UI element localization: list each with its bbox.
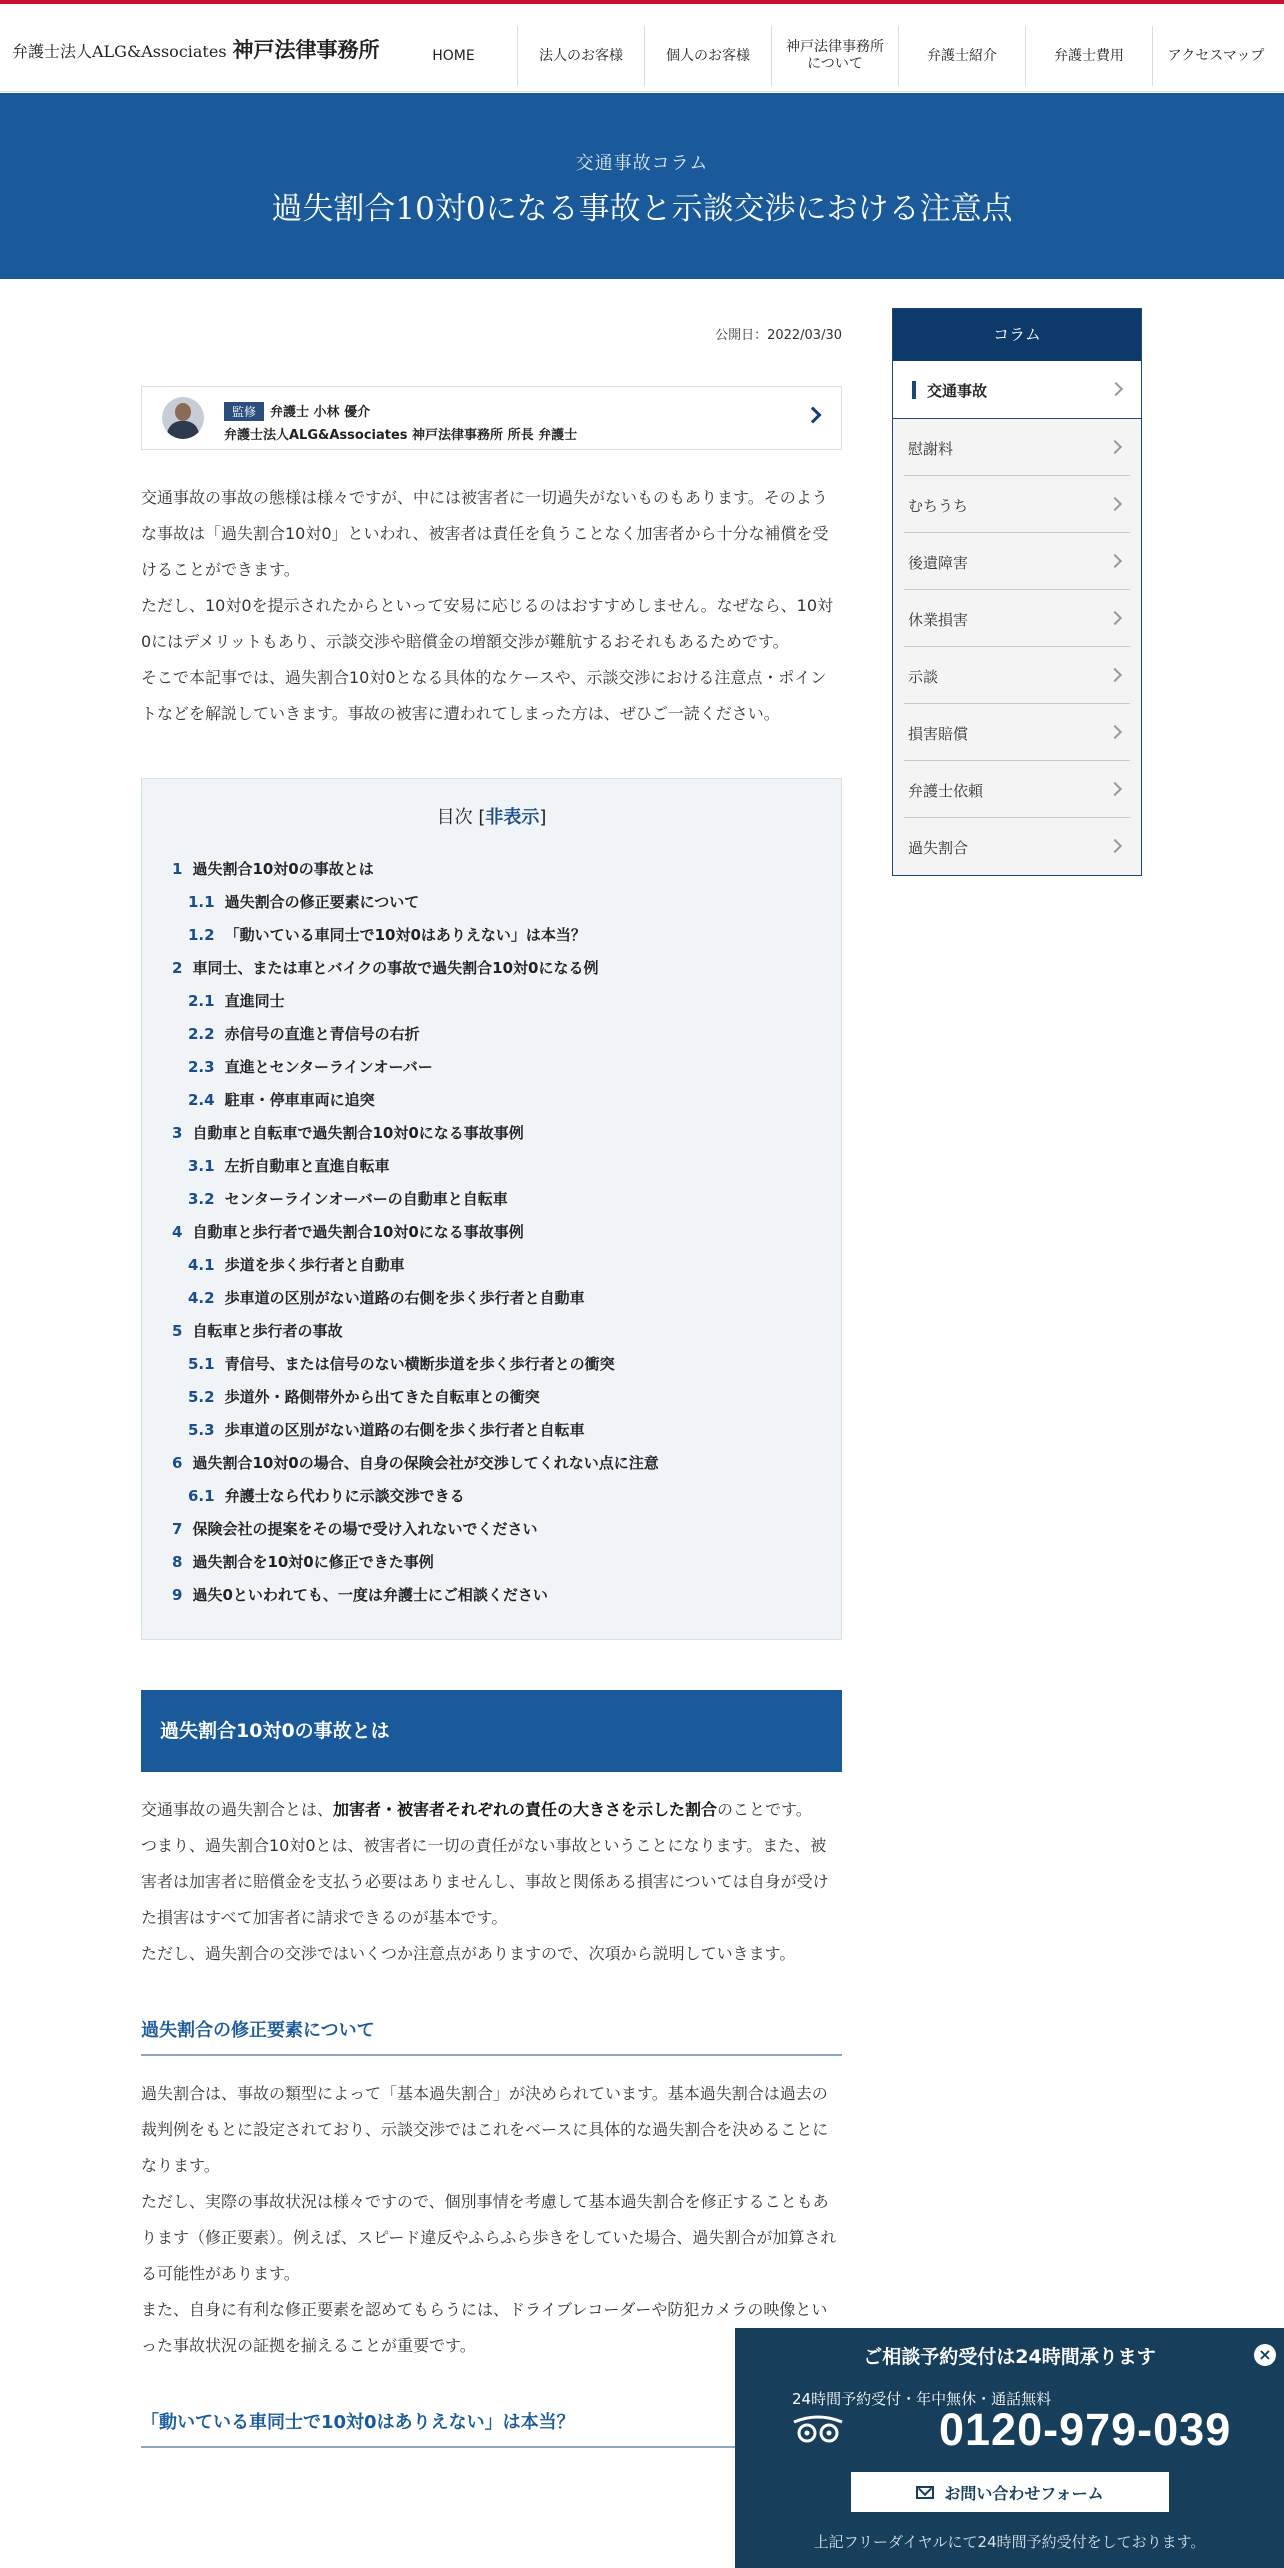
paragraph: つまり、過失割合10対0とは、被害者に一切の責任がない事故ということになります。また、被害者は加害者に賠償金を支払う必要はありませんし、事故と関係ある損害については自身が受けた損害はすべて加害者に請求できるのが基本です。 <box>141 1836 829 1927</box>
toc-item-label: 直進同士 <box>224 992 285 1010</box>
toc-item[interactable] <box>142 1381 841 1414</box>
toc-item-label: 過失0といわれても、一度は弁護士にご相談ください <box>192 1586 548 1604</box>
cta-title: ご相談予約受付は24時間承ります <box>863 2346 1156 2368</box>
close-icon[interactable]: × <box>1254 2344 1276 2366</box>
toc-item-number: 5.3 <box>188 1421 215 1439</box>
subsection-heading: 過失割合の修正要素について <box>141 2016 842 2056</box>
author-name: 弁護士 小林 優介 <box>270 405 371 420</box>
toc-list <box>142 853 841 1612</box>
sidebar-item-current[interactable] <box>893 361 1141 419</box>
chevron-right-icon <box>1108 440 1122 454</box>
article-main <box>141 300 842 2448</box>
toc-item[interactable] <box>142 1348 841 1381</box>
toc-item-number: 5 <box>172 1322 183 1340</box>
toc-item-number: 1 <box>172 860 183 878</box>
page-title: 過失割合10対0になる事故と示談交渉における注意点 <box>271 191 1013 227</box>
section-heading: 過失割合10対0の事故とは <box>141 1690 842 1772</box>
logo-office-name: 神戸法律事務所 <box>232 37 380 62</box>
toc-item[interactable] <box>142 952 841 985</box>
sidebar-item[interactable] <box>904 419 1130 476</box>
sidebar-item-label: 損害賠償 <box>908 725 969 743</box>
sidebar-item[interactable] <box>904 818 1130 875</box>
paragraph: ただし、実際の事故状況は様々ですので、個別事情を考慮して基本過失割合を修正することもあります（修正要素）。例えば、スピード違反やふらふら歩きをしていた場合、過失割合が加算される可能性があります。 <box>141 2192 837 2283</box>
section-body <box>141 1792 842 1972</box>
sidebar-item[interactable] <box>904 704 1130 761</box>
toc-item[interactable] <box>142 1513 841 1546</box>
sidebar-item[interactable] <box>904 476 1130 533</box>
toc-item-label: 車同士、または車とバイクの事故で過失割合10対0になる例 <box>192 959 599 977</box>
sidebar-item-label: 休業損害 <box>908 611 969 629</box>
sidebar-item-label: 後遺障害 <box>908 554 969 572</box>
intro-paragraph: そこで本記事では、過失割合10対0となる具体的なケースや、示談交渉における注意点・ポイントなどを解説していきます。事故の被害に遭われてしまった方は、ぜひご一読ください。 <box>141 668 827 723</box>
toc-item-number: 2.2 <box>188 1025 215 1043</box>
toc-item-label: 自動車と歩行者で過失割合10対0になる事故事例 <box>192 1223 524 1241</box>
toc-item[interactable] <box>142 1315 841 1348</box>
cta-note: 上記フリーダイヤルにて24時間予約受付をしております。 <box>813 2533 1206 2551</box>
toc-item[interactable] <box>142 1480 841 1513</box>
toc-item-number: 8 <box>172 1553 183 1571</box>
chevron-right-icon <box>1108 782 1122 796</box>
cta-subtitle: 24時間予約受付・年中無休・通話無料 <box>792 2390 1052 2408</box>
sidebar-item[interactable] <box>904 647 1130 704</box>
toc-item[interactable] <box>142 1117 841 1150</box>
toc-item-label: 歩道外・路側帯外から出てきた自転車との衝突 <box>224 1388 540 1406</box>
toc-item-label: 直進とセンターラインオーバー <box>224 1058 433 1076</box>
paragraph: 過失割合は、事故の類型によって「基本過失割合」が決められています。基本過失割合は過去の裁判例をもとに設定されており、示談交渉ではこれをベースに具体的な過失割合を決めることになります。 <box>141 2084 829 2175</box>
toc-item-number: 6.1 <box>188 1487 215 1505</box>
sidebar-item[interactable] <box>904 590 1130 647</box>
nav-corporate[interactable]: 法人のお客様 <box>517 26 644 86</box>
toc-item-number: 4.2 <box>188 1289 215 1307</box>
toc-item-label: 過失割合10対0の事故とは <box>192 860 374 878</box>
site-logo[interactable] <box>12 34 380 64</box>
toc-item-number: 4.1 <box>188 1256 215 1274</box>
toc-item-label: 「動いている車同士で10対0はありえない」は本当？ <box>224 926 586 944</box>
toc-item[interactable] <box>142 1018 841 1051</box>
column-sidebar <box>892 308 1142 876</box>
toc-item[interactable] <box>142 1249 841 1282</box>
toc-item-label: 青信号、または信号のない横断歩道を歩く歩行者との衝突 <box>224 1355 615 1373</box>
toc-item-number: 6 <box>172 1454 183 1472</box>
toc-item-label: 赤信号の直進と青信号の右折 <box>224 1025 420 1043</box>
toc-item-number: 7 <box>172 1520 183 1538</box>
intro-text <box>141 480 842 732</box>
global-nav <box>390 26 1279 86</box>
toc-item[interactable] <box>142 853 841 886</box>
toc-item-number: 4 <box>172 1223 183 1241</box>
toc-item[interactable] <box>142 1414 841 1447</box>
toc-item-label: 歩道を歩く歩行者と自動車 <box>224 1256 405 1274</box>
paragraph: また、自身に有利な修正要素を認めてもらうには、ドライブレコーダーや防犯カメラの映像といった事故状況の証拠を揃えることが重要です。 <box>141 2300 828 2355</box>
author-org: 弁護士法人ALG&Associates 神戸法律事務所 所長 弁護士 <box>224 428 578 443</box>
nav-home[interactable]: HOME <box>432 47 475 64</box>
table-of-contents <box>141 778 842 1640</box>
toc-item-label: 保険会社の提案をその場で受け入れないでください <box>192 1520 538 1538</box>
toc-item[interactable] <box>142 1150 841 1183</box>
site-header <box>0 4 1284 92</box>
contact-form-label: お問い合わせフォーム <box>944 2483 1104 2503</box>
toc-item-label: 歩車道の区別がない道路の右側を歩く歩行者と自動車 <box>224 1289 585 1307</box>
author-line <box>224 401 370 421</box>
sidebar-item-label: むちうち <box>908 497 969 515</box>
chevron-right-icon <box>1108 668 1122 682</box>
phone-number-link[interactable]: 0120-979-039 <box>939 2404 1232 2455</box>
toc-item[interactable] <box>142 1183 841 1216</box>
toc-item-number: 1.2 <box>188 926 215 944</box>
chevron-right-icon <box>1109 382 1123 396</box>
sidebar-item[interactable] <box>904 761 1130 818</box>
toc-item-label: 過失割合の修正要素について <box>224 893 420 911</box>
toc-item[interactable] <box>142 1084 841 1117</box>
paragraph: ただし、過失割合の交渉ではいくつか注意点がありますので、次項から説明していきます。 <box>141 1944 796 1963</box>
toc-item-label: センターラインオーバーの自動車と自転車 <box>224 1190 508 1208</box>
intro-paragraph: ただし、10対0を提示されたからといって安易に応じるのはおすすめしません。なぜなら、10対0にはデメリットもあり、示談交渉や賠償金の増額交渉が難航するおそれもあるためです。 <box>141 596 834 651</box>
nav-access[interactable]: アクセスマップ <box>1152 26 1279 86</box>
toc-hide-toggle[interactable]: 非表示 <box>485 807 540 828</box>
toc-item[interactable] <box>142 1546 841 1579</box>
sidebar-item-label: 慰謝料 <box>908 440 954 458</box>
toc-item-number: 5.1 <box>188 1355 215 1373</box>
chevron-right-icon <box>1108 554 1122 568</box>
toc-item-label: 過失割合10対0の場合、自身の保険会社が交渉してくれない点に注意 <box>192 1454 659 1472</box>
sidebar-list <box>893 419 1141 875</box>
chevron-right-icon <box>1108 725 1122 739</box>
section-body <box>141 2076 842 2364</box>
toc-item-number: 3 <box>172 1124 183 1142</box>
avatar <box>162 397 204 439</box>
free-dial-icon <box>792 2414 844 2444</box>
toc-item[interactable] <box>142 1216 841 1249</box>
toc-item-label: 自転車と歩行者の事故 <box>192 1322 343 1340</box>
contact-cta-panel <box>735 2328 1284 2568</box>
toc-item-label: 歩車道の区別がない道路の右側を歩く歩行者と自転車 <box>224 1421 585 1439</box>
toc-item-number: 3.1 <box>188 1157 215 1175</box>
published-date: 公開日：2022/03/30 <box>715 328 842 343</box>
toc-item-number: 5.2 <box>188 1388 215 1406</box>
mail-icon <box>916 2486 934 2499</box>
subsection-heading: 「動いている車同士で10対0はありえない」は本当？ <box>141 2408 842 2448</box>
toc-item-number: 2 <box>172 959 183 977</box>
toc-item[interactable] <box>142 985 841 1018</box>
supervisor-tag: 監修 <box>224 402 264 421</box>
toc-title: 目次 [非表示] <box>436 807 547 828</box>
toc-item[interactable] <box>142 919 841 952</box>
toc-item-label: 駐車・停車車両に追突 <box>224 1091 375 1109</box>
chevron-right-icon <box>1108 497 1122 511</box>
toc-item[interactable] <box>142 1579 841 1612</box>
author-card[interactable] <box>141 386 842 450</box>
toc-item-label: 左折自動車と直進自転車 <box>224 1157 390 1175</box>
sidebar-item-label: 過失割合 <box>908 839 969 857</box>
toc-item-label: 自動車と自転車で過失割合10対0になる事故事例 <box>192 1124 524 1142</box>
toc-item-number: 9 <box>172 1586 183 1604</box>
sidebar-item[interactable] <box>904 533 1130 590</box>
toc-item-label: 過失割合を10対0に修正できた事例 <box>192 1553 434 1571</box>
toc-item[interactable] <box>142 1051 841 1084</box>
bold-text: 加害者・被害者それぞれの責任の大きさを示した割合 <box>333 1800 718 1819</box>
toc-item[interactable] <box>142 1447 841 1480</box>
nav-lawyers[interactable]: 弁護士紹介 <box>898 26 1025 86</box>
hero-category: 交通事故コラム <box>575 153 709 174</box>
paragraph: 交通事故の過失割合とは、加害者・被害者それぞれの責任の大きさを示した割合のことです。 <box>141 1800 812 1819</box>
toc-item-number: 3.2 <box>188 1190 215 1208</box>
nav-individual[interactable]: 個人のお客様 <box>644 26 771 86</box>
sidebar-item-label: 示談 <box>908 668 939 686</box>
page-hero <box>0 93 1284 279</box>
logo-firm-name: 弁護士法人ALG&Associates <box>12 42 227 61</box>
toc-item[interactable] <box>142 1282 841 1315</box>
toc-item-number: 1.1 <box>188 893 215 911</box>
chevron-right-icon <box>1108 611 1122 625</box>
contact-form-button[interactable] <box>851 2472 1169 2512</box>
sidebar-item-label: 交通事故 <box>927 382 988 400</box>
nav-about-office[interactable]: 神戸法律事務所 について <box>771 26 898 86</box>
nav-fees[interactable]: 弁護士費用 <box>1025 26 1152 86</box>
toc-item-number: 2.3 <box>188 1058 215 1076</box>
intro-paragraph: 交通事故の事故の態様は様々ですが、中には被害者に一切過失がないものもあります。そのような事故は「過失割合10対0」といわれ、被害者は責任を負うことなく加害者から十分な補償を受けることができます。 <box>141 488 829 579</box>
toc-item-number: 2.4 <box>188 1091 215 1109</box>
sidebar-item-label: 弁護士依頼 <box>908 782 984 800</box>
chevron-right-icon <box>805 407 822 424</box>
toc-item-label: 弁護士なら代わりに示談交渉できる <box>224 1487 465 1505</box>
toc-item[interactable] <box>142 886 841 919</box>
sidebar-title: コラム <box>893 309 1141 361</box>
chevron-right-icon <box>1108 839 1122 853</box>
toc-item-number: 2.1 <box>188 992 215 1010</box>
